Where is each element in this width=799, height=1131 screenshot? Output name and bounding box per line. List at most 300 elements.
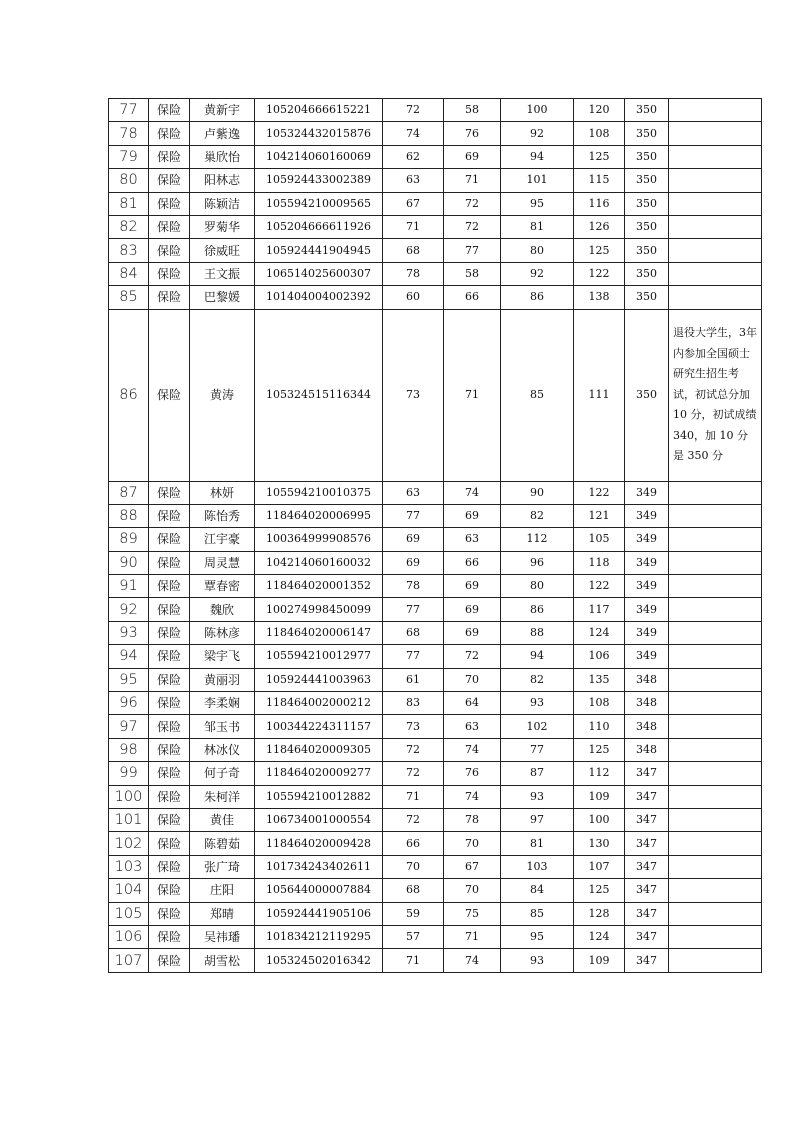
table-row <box>109 504 762 527</box>
note-cell <box>669 902 762 925</box>
score4-cell: 112 <box>574 762 625 785</box>
score1-cell: 71 <box>383 949 444 972</box>
name-cell: 陈怡秀 <box>190 504 255 527</box>
exam-id-cell: 105594210010375 <box>255 481 383 504</box>
score3-cell: 101 <box>501 169 574 192</box>
table-row <box>109 598 762 621</box>
score4-cell: 125 <box>574 145 625 168</box>
row-number: 87 <box>109 481 149 504</box>
score3-cell: 94 <box>501 145 574 168</box>
table-row <box>109 808 762 831</box>
score4-cell: 116 <box>574 192 625 215</box>
name-cell: 庄阳 <box>190 879 255 902</box>
note-cell <box>669 855 762 878</box>
score1-cell: 60 <box>383 286 444 309</box>
total-score-cell: 350 <box>625 286 669 309</box>
name-cell: 郑晴 <box>190 902 255 925</box>
total-score-cell: 350 <box>625 145 669 168</box>
score2-cell: 66 <box>444 551 501 574</box>
note-cell <box>669 785 762 808</box>
row-number: 95 <box>109 668 149 691</box>
total-score-cell: 348 <box>625 668 669 691</box>
exam-id-cell: 118464020006995 <box>255 504 383 527</box>
name-cell: 林妍 <box>190 481 255 504</box>
score4-cell: 111 <box>574 309 625 481</box>
total-score-cell: 350 <box>625 309 669 481</box>
name-cell: 邹玉书 <box>190 715 255 738</box>
score3-cell: 82 <box>501 668 574 691</box>
row-number: 99 <box>109 762 149 785</box>
score3-cell: 92 <box>501 122 574 145</box>
category-cell: 保险 <box>149 925 190 948</box>
category-cell: 保险 <box>149 309 190 481</box>
note-cell <box>669 645 762 668</box>
score2-cell: 74 <box>444 949 501 972</box>
exam-id-cell: 104214060160069 <box>255 145 383 168</box>
score2-cell: 70 <box>444 668 501 691</box>
exam-id-cell: 118464020009277 <box>255 762 383 785</box>
total-score-cell: 347 <box>625 925 669 948</box>
note-cell <box>669 621 762 644</box>
exam-id-cell: 118464020006147 <box>255 621 383 644</box>
note-cell <box>669 99 762 122</box>
total-score-cell: 348 <box>625 715 669 738</box>
exam-id-cell: 105324502016342 <box>255 949 383 972</box>
total-score-cell: 347 <box>625 808 669 831</box>
table-row <box>109 528 762 551</box>
score3-cell: 93 <box>501 785 574 808</box>
table-row <box>109 239 762 262</box>
exam-id-cell: 105594210012977 <box>255 645 383 668</box>
table-row <box>109 785 762 808</box>
table-row <box>109 215 762 238</box>
score4-cell: 100 <box>574 808 625 831</box>
total-score-cell: 350 <box>625 215 669 238</box>
category-cell: 保险 <box>149 528 190 551</box>
table-row <box>109 692 762 715</box>
note-cell <box>669 145 762 168</box>
total-score-cell: 349 <box>625 598 669 621</box>
score3-cell: 86 <box>501 286 574 309</box>
note-cell <box>669 122 762 145</box>
score2-cell: 77 <box>444 239 501 262</box>
score1-cell: 72 <box>383 808 444 831</box>
category-cell: 保险 <box>149 855 190 878</box>
score2-cell: 71 <box>444 925 501 948</box>
score2-cell: 69 <box>444 598 501 621</box>
category-cell: 保险 <box>149 239 190 262</box>
score2-cell: 74 <box>444 738 501 761</box>
name-cell: 吴祎璠 <box>190 925 255 948</box>
row-number: 107 <box>109 949 149 972</box>
score4-cell: 128 <box>574 902 625 925</box>
score2-cell: 67 <box>444 855 501 878</box>
name-cell: 黄涛 <box>190 309 255 481</box>
score4-cell: 124 <box>574 621 625 644</box>
score2-cell: 63 <box>444 528 501 551</box>
category-cell: 保险 <box>149 551 190 574</box>
score1-cell: 68 <box>383 621 444 644</box>
exam-id-cell: 118464002000212 <box>255 692 383 715</box>
table-row <box>109 645 762 668</box>
name-cell: 何子奇 <box>190 762 255 785</box>
score3-cell: 82 <box>501 504 574 527</box>
category-cell: 保险 <box>149 145 190 168</box>
score2-cell: 69 <box>444 504 501 527</box>
row-number: 86 <box>109 309 149 481</box>
score3-cell: 88 <box>501 621 574 644</box>
score3-cell: 93 <box>501 692 574 715</box>
row-number: 92 <box>109 598 149 621</box>
score3-cell: 100 <box>501 99 574 122</box>
name-cell: 王文振 <box>190 262 255 285</box>
table-row <box>109 902 762 925</box>
row-number: 91 <box>109 575 149 598</box>
table-row <box>109 621 762 644</box>
score4-cell: 126 <box>574 215 625 238</box>
exam-id-cell: 106514025600307 <box>255 262 383 285</box>
score2-cell: 63 <box>444 715 501 738</box>
note-cell <box>669 528 762 551</box>
row-number: 77 <box>109 99 149 122</box>
score4-cell: 120 <box>574 99 625 122</box>
table-row <box>109 286 762 309</box>
total-score-cell: 350 <box>625 192 669 215</box>
score3-cell: 87 <box>501 762 574 785</box>
score1-cell: 77 <box>383 645 444 668</box>
score1-cell: 83 <box>383 692 444 715</box>
table-row <box>109 762 762 785</box>
score4-cell: 125 <box>574 879 625 902</box>
exam-id-cell: 106734001000554 <box>255 808 383 831</box>
score1-cell: 72 <box>383 99 444 122</box>
name-cell: 黄新宇 <box>190 99 255 122</box>
total-score-cell: 347 <box>625 762 669 785</box>
row-number: 97 <box>109 715 149 738</box>
name-cell: 黄丽羽 <box>190 668 255 691</box>
exam-id-cell: 118464020001352 <box>255 575 383 598</box>
score2-cell: 74 <box>444 785 501 808</box>
score4-cell: 124 <box>574 925 625 948</box>
score1-cell: 61 <box>383 668 444 691</box>
score2-cell: 78 <box>444 808 501 831</box>
name-cell: 周灵慧 <box>190 551 255 574</box>
score3-cell: 77 <box>501 738 574 761</box>
score3-cell: 95 <box>501 925 574 948</box>
score2-cell: 58 <box>444 262 501 285</box>
score3-cell: 97 <box>501 808 574 831</box>
table-row <box>109 668 762 691</box>
note-cell <box>669 169 762 192</box>
category-cell: 保险 <box>149 286 190 309</box>
category-cell: 保险 <box>149 575 190 598</box>
total-score-cell: 347 <box>625 855 669 878</box>
name-cell: 江宇豪 <box>190 528 255 551</box>
row-number: 96 <box>109 692 149 715</box>
row-number: 93 <box>109 621 149 644</box>
score4-cell: 105 <box>574 528 625 551</box>
exam-id-cell: 118464020009305 <box>255 738 383 761</box>
total-score-cell: 347 <box>625 879 669 902</box>
score4-cell: 106 <box>574 645 625 668</box>
total-score-cell: 350 <box>625 169 669 192</box>
exam-id-cell: 100344224311157 <box>255 715 383 738</box>
score4-cell: 125 <box>574 738 625 761</box>
category-cell: 保险 <box>149 262 190 285</box>
name-cell: 阳林志 <box>190 169 255 192</box>
table-row <box>109 145 762 168</box>
row-number: 105 <box>109 902 149 925</box>
table-row <box>109 738 762 761</box>
score1-cell: 67 <box>383 192 444 215</box>
score3-cell: 103 <box>501 855 574 878</box>
row-number: 82 <box>109 215 149 238</box>
name-cell: 覃春密 <box>190 575 255 598</box>
exam-id-cell: 101734243402611 <box>255 855 383 878</box>
exam-id-cell: 105324432015876 <box>255 122 383 145</box>
row-number: 84 <box>109 262 149 285</box>
score4-cell: 125 <box>574 239 625 262</box>
exam-id-cell: 105924433002389 <box>255 169 383 192</box>
exam-id-cell: 101404004002392 <box>255 286 383 309</box>
category-cell: 保险 <box>149 122 190 145</box>
category-cell: 保险 <box>149 645 190 668</box>
table-row <box>109 481 762 504</box>
score3-cell: 90 <box>501 481 574 504</box>
score4-cell: 121 <box>574 504 625 527</box>
score4-cell: 108 <box>574 692 625 715</box>
score2-cell: 69 <box>444 621 501 644</box>
row-number: 78 <box>109 122 149 145</box>
score1-cell: 74 <box>383 122 444 145</box>
name-cell: 胡雪松 <box>190 949 255 972</box>
row-number: 101 <box>109 808 149 831</box>
row-number: 90 <box>109 551 149 574</box>
category-cell: 保险 <box>149 598 190 621</box>
score4-cell: 130 <box>574 832 625 855</box>
total-score-cell: 349 <box>625 575 669 598</box>
score2-cell: 71 <box>444 169 501 192</box>
row-number: 83 <box>109 239 149 262</box>
note-cell <box>669 668 762 691</box>
table-row <box>109 925 762 948</box>
category-cell: 保险 <box>149 785 190 808</box>
total-score-cell: 350 <box>625 239 669 262</box>
note-cell <box>669 239 762 262</box>
row-number: 98 <box>109 738 149 761</box>
name-cell: 魏欣 <box>190 598 255 621</box>
score1-cell: 68 <box>383 879 444 902</box>
score3-cell: 95 <box>501 192 574 215</box>
category-cell: 保险 <box>149 879 190 902</box>
total-score-cell: 347 <box>625 785 669 808</box>
score1-cell: 78 <box>383 262 444 285</box>
category-cell: 保险 <box>149 215 190 238</box>
score4-cell: 122 <box>574 481 625 504</box>
total-score-cell: 349 <box>625 504 669 527</box>
exam-id-cell: 105924441905106 <box>255 902 383 925</box>
exam-id-cell: 105204666611926 <box>255 215 383 238</box>
score3-cell: 86 <box>501 598 574 621</box>
exam-id-cell: 105644000007884 <box>255 879 383 902</box>
score4-cell: 115 <box>574 169 625 192</box>
table-row <box>109 122 762 145</box>
note-cell <box>669 762 762 785</box>
note-cell <box>669 215 762 238</box>
exam-id-cell: 105324515116344 <box>255 309 383 481</box>
row-number: 100 <box>109 785 149 808</box>
total-score-cell: 349 <box>625 481 669 504</box>
name-cell: 陈颖洁 <box>190 192 255 215</box>
table-row <box>109 309 762 481</box>
name-cell: 罗菊华 <box>190 215 255 238</box>
total-score-cell: 348 <box>625 692 669 715</box>
note-cell <box>669 575 762 598</box>
exam-id-cell: 105924441904945 <box>255 239 383 262</box>
score4-cell: 107 <box>574 855 625 878</box>
category-cell: 保险 <box>149 99 190 122</box>
note-cell <box>669 832 762 855</box>
row-number: 81 <box>109 192 149 215</box>
category-cell: 保险 <box>149 715 190 738</box>
score1-cell: 69 <box>383 528 444 551</box>
name-cell: 徐威旺 <box>190 239 255 262</box>
total-score-cell: 350 <box>625 262 669 285</box>
score1-cell: 73 <box>383 715 444 738</box>
score3-cell: 80 <box>501 239 574 262</box>
name-cell: 朱柯洋 <box>190 785 255 808</box>
score3-cell: 102 <box>501 715 574 738</box>
table-row <box>109 551 762 574</box>
score2-cell: 74 <box>444 481 501 504</box>
name-cell: 陈碧茹 <box>190 832 255 855</box>
note-cell <box>669 738 762 761</box>
category-cell: 保险 <box>149 808 190 831</box>
score2-cell: 75 <box>444 902 501 925</box>
name-cell: 张广琦 <box>190 855 255 878</box>
total-score-cell: 350 <box>625 99 669 122</box>
score4-cell: 135 <box>574 668 625 691</box>
row-number: 104 <box>109 879 149 902</box>
total-score-cell: 347 <box>625 832 669 855</box>
total-score-cell: 348 <box>625 738 669 761</box>
row-number: 79 <box>109 145 149 168</box>
exam-id-cell: 105204666615221 <box>255 99 383 122</box>
score4-cell: 109 <box>574 785 625 808</box>
score2-cell: 71 <box>444 309 501 481</box>
category-cell: 保险 <box>149 668 190 691</box>
score4-cell: 118 <box>574 551 625 574</box>
score3-cell: 92 <box>501 262 574 285</box>
note-cell <box>669 598 762 621</box>
note-cell <box>669 192 762 215</box>
table-row <box>109 879 762 902</box>
exam-id-cell: 104214060160032 <box>255 551 383 574</box>
score1-cell: 70 <box>383 855 444 878</box>
score3-cell: 80 <box>501 575 574 598</box>
table-row <box>109 949 762 972</box>
score1-cell: 68 <box>383 239 444 262</box>
score1-cell: 78 <box>383 575 444 598</box>
total-score-cell: 347 <box>625 949 669 972</box>
row-number: 89 <box>109 528 149 551</box>
score2-cell: 58 <box>444 99 501 122</box>
note-cell <box>669 551 762 574</box>
score4-cell: 122 <box>574 262 625 285</box>
table-row <box>109 855 762 878</box>
score1-cell: 72 <box>383 762 444 785</box>
score3-cell: 85 <box>501 309 574 481</box>
score1-cell: 72 <box>383 738 444 761</box>
table-row <box>109 575 762 598</box>
score1-cell: 77 <box>383 598 444 621</box>
score1-cell: 71 <box>383 215 444 238</box>
score4-cell: 110 <box>574 715 625 738</box>
score4-cell: 117 <box>574 598 625 621</box>
name-cell: 巴黎媛 <box>190 286 255 309</box>
exam-id-cell: 118464020009428 <box>255 832 383 855</box>
score2-cell: 72 <box>444 215 501 238</box>
category-cell: 保险 <box>149 504 190 527</box>
category-cell: 保险 <box>149 169 190 192</box>
score2-cell: 66 <box>444 286 501 309</box>
total-score-cell: 350 <box>625 122 669 145</box>
name-cell: 梁宇飞 <box>190 645 255 668</box>
note-cell <box>669 692 762 715</box>
score4-cell: 122 <box>574 575 625 598</box>
category-cell: 保险 <box>149 949 190 972</box>
row-number: 102 <box>109 832 149 855</box>
note-cell <box>669 879 762 902</box>
note-cell: 退役大学生，3年内参加全国硕士研究生招生考试，初试总分加 10 分，初试成绩 340，加 10 分是 350 分 <box>669 309 762 481</box>
row-number: 80 <box>109 169 149 192</box>
score4-cell: 109 <box>574 949 625 972</box>
total-score-cell: 349 <box>625 528 669 551</box>
name-cell: 卢紫逸 <box>190 122 255 145</box>
score2-cell: 72 <box>444 645 501 668</box>
score2-cell: 69 <box>444 575 501 598</box>
score1-cell: 71 <box>383 785 444 808</box>
score4-cell: 108 <box>574 122 625 145</box>
table-row <box>109 715 762 738</box>
table-row <box>109 99 762 122</box>
score3-cell: 81 <box>501 832 574 855</box>
total-score-cell: 349 <box>625 621 669 644</box>
total-score-cell: 349 <box>625 645 669 668</box>
score2-cell: 76 <box>444 122 501 145</box>
score4-cell: 138 <box>574 286 625 309</box>
score1-cell: 59 <box>383 902 444 925</box>
exam-id-cell: 101834212119295 <box>255 925 383 948</box>
note-cell <box>669 808 762 831</box>
score3-cell: 112 <box>501 528 574 551</box>
exam-id-cell: 105594210012882 <box>255 785 383 808</box>
table-row <box>109 262 762 285</box>
row-number: 94 <box>109 645 149 668</box>
category-cell: 保险 <box>149 621 190 644</box>
score2-cell: 70 <box>444 879 501 902</box>
score3-cell: 93 <box>501 949 574 972</box>
row-number: 106 <box>109 925 149 948</box>
exam-id-cell: 100274998450099 <box>255 598 383 621</box>
score1-cell: 66 <box>383 832 444 855</box>
score1-cell: 63 <box>383 481 444 504</box>
category-cell: 保险 <box>149 762 190 785</box>
table-row <box>109 832 762 855</box>
exam-id-cell: 105924441003963 <box>255 668 383 691</box>
category-cell: 保险 <box>149 481 190 504</box>
total-score-cell: 347 <box>625 902 669 925</box>
